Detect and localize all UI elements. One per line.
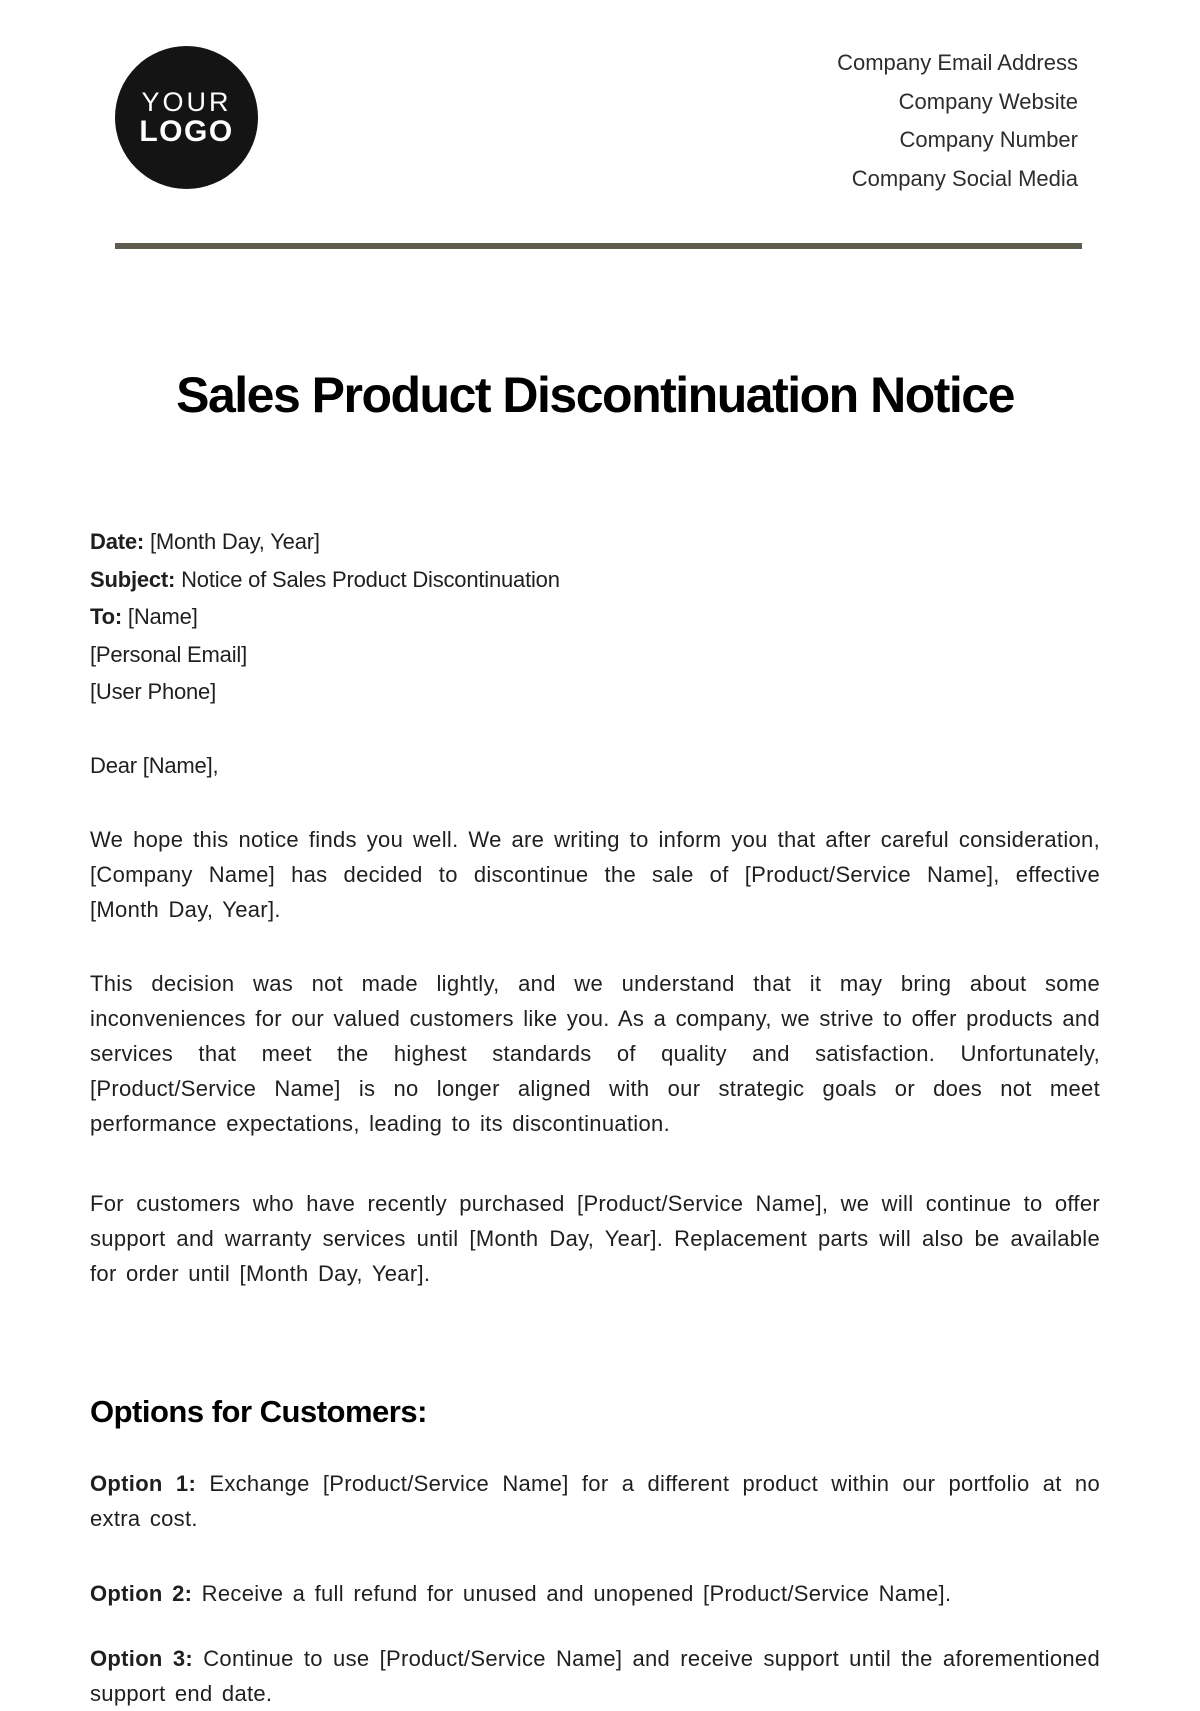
option-1-label: Option 1: bbox=[90, 1471, 197, 1496]
contact-line-website: Company Website bbox=[898, 88, 1078, 114]
logo-text-logo: LOGO bbox=[139, 114, 234, 148]
meta-line-subject bbox=[90, 561, 1100, 599]
contact-line-email: Company Email Address bbox=[837, 50, 1078, 75]
option-3-text: Continue to use [Product/Service Name] and receive support until the aforementioned support end date. bbox=[90, 1646, 1100, 1706]
option-2-label: Option 2: bbox=[90, 1581, 193, 1606]
option-paragraph-2 bbox=[90, 1576, 1100, 1611]
option-paragraph-3 bbox=[90, 1641, 1100, 1711]
meta-line-date bbox=[90, 523, 1100, 561]
meta-value-date: [Month Day, Year] bbox=[149, 529, 320, 554]
body-paragraph-3: For customers who have recently purchased [Product/Service Name], we will continue to offer support and warranty services until [Month Day, Year]. Replacement parts will also be available for order until [Month Day, Year]. bbox=[90, 1191, 1100, 1286]
body-paragraph-2: This decision was not made lightly, and we understand that it may bring about some inconveniences for our valued customers like you. As a company, we strive to offer products and services that meet the highest standards of quality and satisfaction. Unfortunately, [Product/Service Name] is no longer aligned with our strategic goals or does not meet performance expectations, leading to its discontinuation. bbox=[90, 971, 1100, 1136]
meta-value-personal-email: [Personal Email] bbox=[90, 641, 247, 667]
option-3-label: Option 3: bbox=[90, 1646, 194, 1671]
meta-line-personal-email bbox=[90, 636, 1100, 674]
meta-label-date: Date: bbox=[90, 529, 145, 554]
section-heading-options: Options for Customers: bbox=[90, 1394, 427, 1429]
salutation: Dear [Name], bbox=[90, 753, 219, 778]
option-paragraph-1 bbox=[90, 1466, 1100, 1536]
contact-line-social: Company Social Media bbox=[851, 165, 1078, 191]
logo-text-your: YOUR bbox=[141, 86, 232, 117]
meta-value-subject: Notice of Sales Product Discontinuation bbox=[181, 566, 560, 592]
meta-label-to: To: bbox=[90, 604, 122, 629]
meta-line-to bbox=[90, 598, 1100, 636]
option-2-text: Receive a full refund for unused and unopened [Product/Service Name]. bbox=[201, 1581, 952, 1606]
meta-value-user-phone: [User Phone] bbox=[90, 679, 217, 704]
meta-line-user-phone bbox=[90, 673, 1100, 711]
header-contact-block bbox=[837, 44, 1078, 198]
letter-meta-block bbox=[90, 523, 1100, 711]
body-paragraph-1: We hope this notice finds you well. We are writing to inform you that after careful consideration, [Company Name] has decided to discontinue the sale of [Product/Service Name], effective [Month Day, Year]. bbox=[90, 827, 1100, 922]
contact-line-number: Company Number bbox=[899, 127, 1078, 152]
option-1-text: Exchange [Product/Service Name] for a different product within our portfolio at no extra cost. bbox=[90, 1471, 1100, 1531]
meta-label-subject: Subject: bbox=[90, 566, 176, 592]
meta-value-to: [Name] bbox=[127, 604, 198, 629]
page-title: Sales Product Discontinuation Notice bbox=[176, 367, 1014, 423]
header-divider bbox=[115, 243, 1082, 249]
company-logo bbox=[115, 46, 258, 189]
